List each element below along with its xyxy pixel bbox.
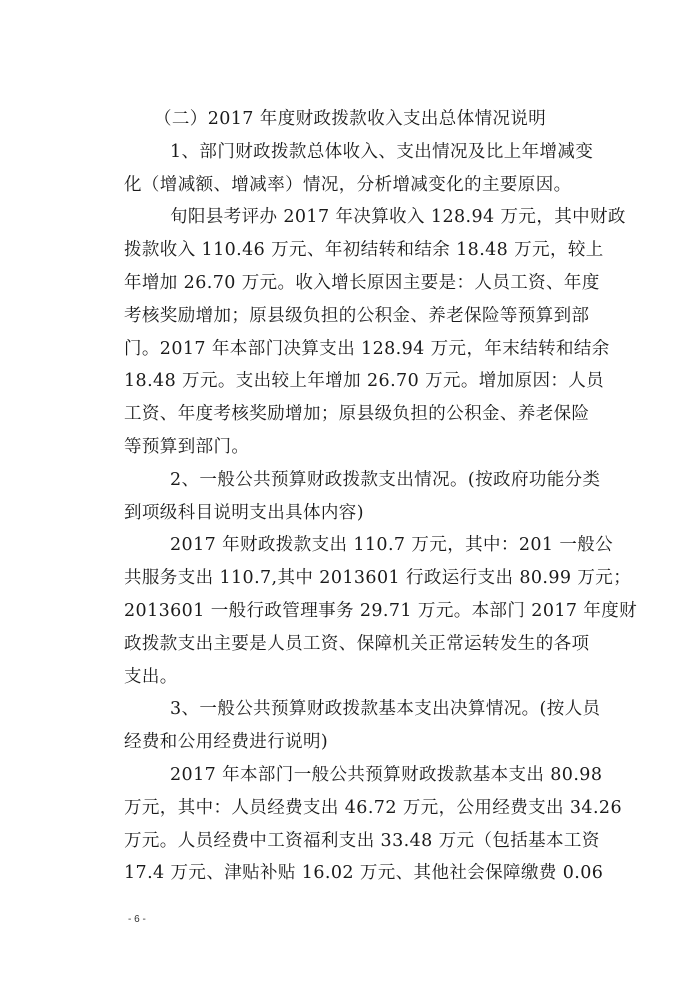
text-line: 年增加 26.70 万元。收入增长原因主要是：人员工资、年度 bbox=[124, 272, 600, 293]
text-line: 门。2017 年本部门决算支出 128.94 万元，年末结转和结余 bbox=[124, 338, 610, 359]
text-line: 到项级科目说明支出具体内容) bbox=[124, 502, 364, 523]
text-line: 经费和公用经费进行说明) bbox=[124, 732, 329, 753]
text-line: 1、部门财政拨款总体收入、支出情况及比上年增减变 bbox=[170, 141, 594, 162]
text-line: 17.4 万元、津贴补贴 16.02 万元、其他社会保障缴费 0.06 bbox=[124, 863, 604, 884]
text-line: 考核奖励增加；原县级负担的公积金、养老保险等预算到部 bbox=[124, 305, 590, 326]
page-number: - 6 - bbox=[128, 914, 146, 925]
text-line: 工资、年度考核奖励增加；原县级负担的公积金、养老保险 bbox=[124, 404, 590, 425]
text-line: 万元，其中：人员经费支出 46.72 万元，公用经费支出 34.26 bbox=[124, 797, 622, 818]
text-line: 拨款收入 110.46 万元、年初结转和结余 18.48 万元，较上 bbox=[124, 240, 604, 261]
text-line: 等预算到部门。 bbox=[124, 436, 250, 457]
text-line: 万元。人员经费中工资福利支出 33.48 万元（包括基本工资 bbox=[124, 830, 600, 851]
text-line: 2013601 一般行政管理事务 29.71 万元。本部门 2017 年度财 bbox=[124, 600, 638, 621]
text-line: 18.48 万元。支出较上年增加 26.70 万元。增加原因：人员 bbox=[124, 371, 605, 392]
document-body bbox=[124, 103, 638, 890]
text-line: 支出。 bbox=[124, 666, 178, 687]
text-line: 政拨款支出主要是人员工资、保障机关正常运转发生的各项 bbox=[124, 633, 590, 654]
text-line: 旬阳县考评办 2017 年决算收入 128.94 万元，其中财政 bbox=[170, 207, 626, 228]
text-line: 2、一般公共预算财政拨款支出情况。(按政府功能分类 bbox=[170, 469, 601, 490]
text-line: 2017 年本部门一般公共预算财政拨款基本支出 80.98 bbox=[170, 764, 603, 785]
text-line: 化（增减额、增减率）情况，分析增减变化的主要原因。 bbox=[124, 174, 572, 195]
section-heading: （二）2017 年度财政拨款收入支出总体情况说明 bbox=[154, 109, 547, 129]
text-line: 3、一般公共预算财政拨款基本支出决算情况。(按人员 bbox=[170, 699, 601, 720]
text-line: 共服务支出 110.7,其中 2013601 行政运行支出 80.99 万元； bbox=[124, 568, 632, 589]
text-line: 2017 年财政拨款支出 110.7 万元，其中：201 一般公 bbox=[170, 535, 614, 556]
